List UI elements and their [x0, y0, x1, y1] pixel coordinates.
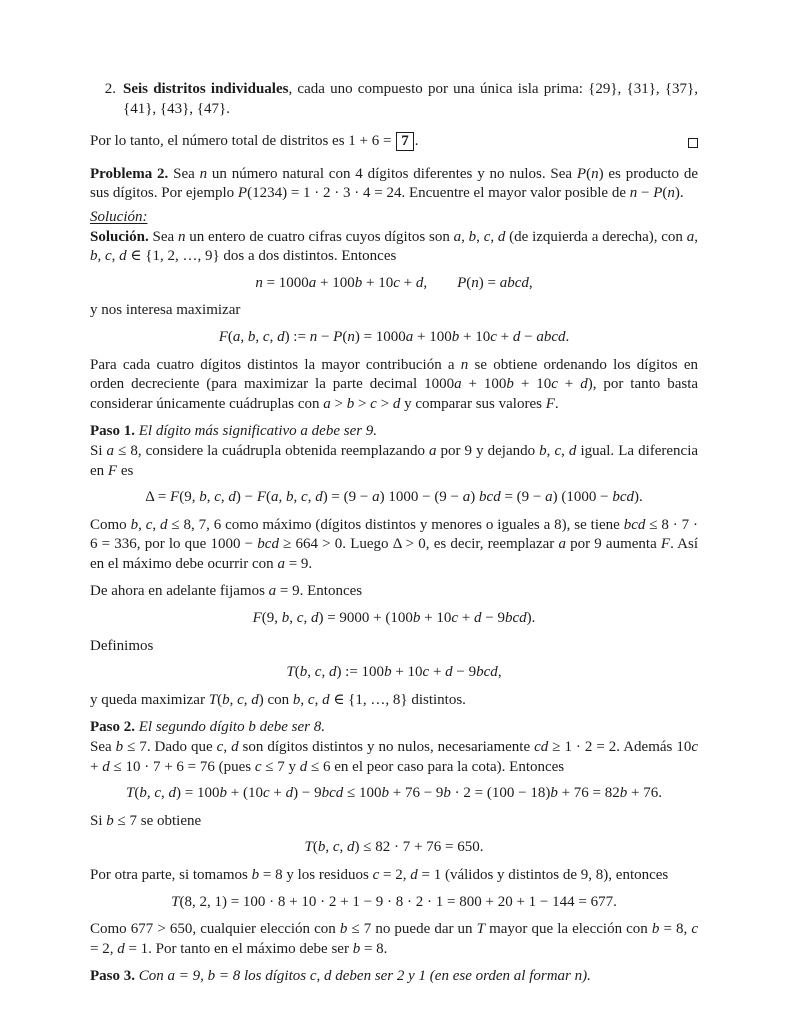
list-item-2	[90, 80, 698, 119]
por-otra-parte-line: Por otra parte, si tomamos b = 8 y los residuos c = 2, d = 1 (válidos y distintos de 9, 8), entonces	[90, 867, 669, 883]
equation-F9: F(9, b, c, d) = 9000 + (100b + 10c + d − 9bcd).	[252, 610, 536, 627]
equation-F-definition: F(a, b, c, d) := n − P(n) = 1000a + 100b + 10c + d − abcd.	[218, 328, 570, 345]
conclusion-text: Por lo tanto, el número total de distritos es 1 + 6 = 7 .	[90, 133, 419, 150]
comparacion-677-paragraph: Como 677 > 650, cualquier elección con b ≤ 7 no puede dar un T mayor que la elección con b = 8, c = 2, d = 1. Por tanto en el máximo debe ser b = 8.	[90, 921, 699, 957]
si-b7-line: Si b ≤ 7 se obtiene	[90, 812, 202, 829]
equation-delta: Δ = F(9, b, c, d) − F(a, b, c, d) = (9 − a) 1000 − (9 − a) bcd = (9 − a) (1000 − bcd).	[145, 489, 643, 506]
problema-2-paragraph: Problema 2. Sea n un número natural con 4 dígitos diferentes y no nulos. Sea P(n) es producto de sus dígitos. Por ejemplo P(1234) = 1 · 2 · 3 · 4 = 24. Encuentre el mayor valor posible de n − P(n).	[90, 165, 698, 202]
paso-1-section	[90, 422, 698, 481]
equation-T-definition: T(b, c, d) := 100b + 10c + d − 9bcd,	[286, 664, 502, 681]
conclusion-paragraph	[90, 132, 698, 152]
paso-2-heading: Paso 2. El segundo dígito b debe ser 8.	[90, 719, 325, 736]
list-item-2-text: Seis distritos individuales, cada uno compuesto por una única isla prima: {29}, {31}, {37}, {41}, {43}, {47}.	[123, 81, 698, 117]
list-item-2-number: 2.	[104, 81, 116, 97]
maximizar-line: y nos interesa maximizar	[90, 302, 241, 319]
equation-T-bound: T(b, c, d) = 100b + (10c + d) − 9bcd ≤ 100b + 76 − 9b · 2 = (100 − 18)b + 76 = 82b + 76.	[126, 785, 662, 802]
paso-3-heading: Paso 3. Con a = 9, b = 8 los dígitos c, d deben ser 2 y 1 (en ese orden al formar n).	[90, 968, 591, 985]
definimos-line: Definimos	[90, 637, 154, 654]
solucion-label: Solución:	[90, 208, 148, 225]
queda-maximizar-line: y queda maximizar T(b, c, d) con b, c, d ∈ {1, …, 8} distintos.	[90, 691, 466, 708]
equation-677: T(8, 2, 1) = 100 · 8 + 10 · 2 + 1 − 9 · 8 · 2 · 1 = 800 + 20 + 1 − 144 = 677.	[171, 893, 617, 910]
fijamos-a9-line: De ahora en adelante fijamos a = 9. Entonces	[90, 583, 363, 600]
cota-336-paragraph: Como b, c, d ≤ 8, 7, 6 como máximo (dígitos distintos y menores o iguales a 8), se tiene bcd ≤ 8 · 7 · 6 = 336, por lo que 1000 − bcd ≥ 664 > 0. Luego Δ > 0, es decir, reemplazar a por 9 aumenta F. Así en el máximo debe ocurrir con a = 9.	[90, 516, 699, 572]
equation-650: T(b, c, d) ≤ 82 · 7 + 76 = 650.	[304, 839, 484, 856]
qed-square-icon	[688, 138, 698, 148]
paso-1-heading: Paso 1. El dígito más significativo a debe ser 9.	[90, 423, 378, 440]
paso-2-section	[90, 718, 698, 777]
solucion-intro: Solución. Sea n un entero de cuatro cifras cuyos dígitos son a, b, c, d (de izquierda a derecha), con a, b, c, d ∈ {1, 2, …, 9} dos a dos distintos. Entonces	[90, 228, 698, 265]
paso-2-text: Sea b ≤ 7. Dado que c, d son dígitos distintos y no nulos, necesariamente cd ≥ 1 · 2 = 2. Además 10c + d ≤ 10 · 7 + 6 = 76 (pues c ≤ 7 y d ≤ 6 en el peor caso para la cota). Entonces	[90, 739, 699, 775]
equation-n-definition: n = 1000a + 100b + 10c + d, P(n) = abcd,	[255, 274, 533, 291]
paso-1-text: Si a ≤ 8, considere la cuádrupla obtenida reemplazando a por 9 y dejando b, c, d igual. La diferencia en F es	[90, 442, 699, 479]
paso-3-section	[90, 967, 698, 987]
contribucion-paragraph: Para cada cuatro dígitos distintos la mayor contribución a n se obtiene ordenando los dígitos en orden decreciente (para maximizar la parte decimal 1000a + 100b + 10c + d), por tanto basta considerar únicamente cuádruplas con a > b > c > d y comparar sus valores F.	[90, 356, 699, 412]
